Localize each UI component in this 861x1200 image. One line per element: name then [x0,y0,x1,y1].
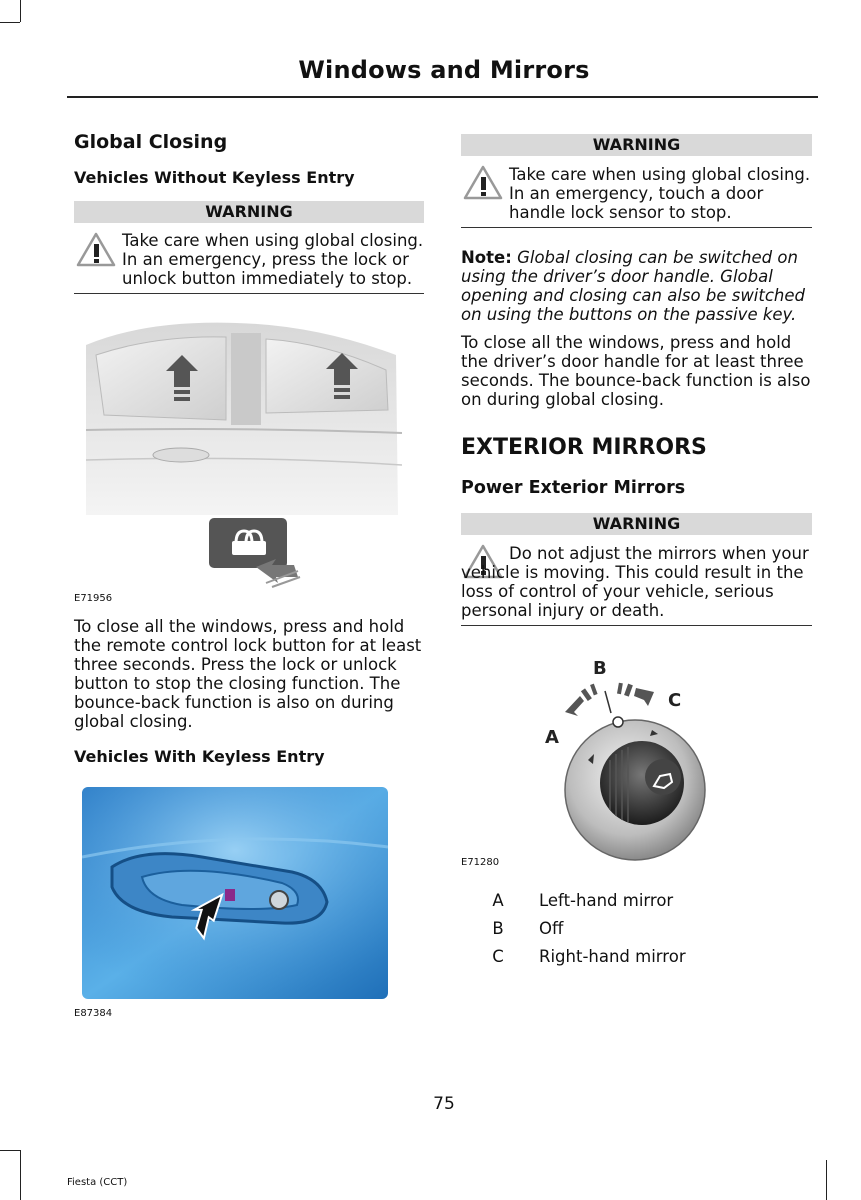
door-handle-figure [82,787,388,999]
paragraph: To close all the windows, press and hold the driver’s door handle for at least three seconds. The bounce-back function is also on during global closing. [461,333,811,409]
label-c: C [668,690,682,711]
note [461,248,813,324]
legend-value: Left-hand mirror [539,891,674,910]
mirror-control-figure [530,650,720,870]
page-title: Windows and Mirrors [298,56,590,84]
crop-mark [0,22,20,23]
keyless-heading: Vehicles With Keyless Entry [74,747,325,766]
warning-text: Do not adjust the mirrors when your vehicle is moving. This could result in the loss of control of your vehicle, serious personal injury or death. [461,544,809,620]
warning-triangle-icon [463,165,503,201]
warning-label: WARNING [461,513,812,535]
power-mirrors-heading: Power Exterior Mirrors [461,478,686,498]
warning-text: Take care when using global closing. In an emergency, press the lock or unlock button immediately to stop. [122,231,424,288]
legend-key: B [492,919,504,938]
label-b: B [593,658,607,679]
note-label: Note: [461,248,512,267]
label-a: A [545,727,559,748]
crop-mark [20,0,21,22]
footer-text: Fiesta (CCT) [67,1177,128,1188]
global-closing-heading: Global Closing [74,131,228,153]
warning-rule [461,227,812,228]
page-number: 75 [433,1094,455,1114]
warning-label: WARNING [461,134,812,156]
figure-code: E71280 [461,857,500,868]
no-keyless-heading: Vehicles Without Keyless Entry [74,168,355,187]
warning-rule [461,625,812,626]
warning-rule [74,293,424,294]
crop-mark [0,1150,20,1151]
legend-key: C [492,947,504,966]
car-windows-figure [86,315,402,590]
header-rule [67,96,818,98]
warning-label: WARNING [74,201,424,223]
note-text: Global closing can be switched on using the driver’s door handle. Global opening and closing can also be switched on using the buttons on the passive key. [461,248,806,324]
legend-value: Off [539,919,564,938]
warning-triangle-icon [76,232,116,268]
crop-mark [826,1160,827,1200]
legend-key: A [492,891,504,910]
paragraph: To close all the windows, press and hold the remote control lock button for at least three seconds. Press the lock or unlock button to stop the closing function. The bounce-back function is also on during global closing. [74,617,422,731]
figure-code: E87384 [74,1008,113,1019]
warning-text: Take care when using global closing. In an emergency, touch a door handle lock sensor to stop. [509,165,811,222]
crop-mark [20,1150,21,1200]
legend-value: Right-hand mirror [539,947,686,966]
exterior-mirrors-heading: EXTERIOR MIRRORS [461,435,707,460]
figure-code: E71956 [74,593,113,604]
